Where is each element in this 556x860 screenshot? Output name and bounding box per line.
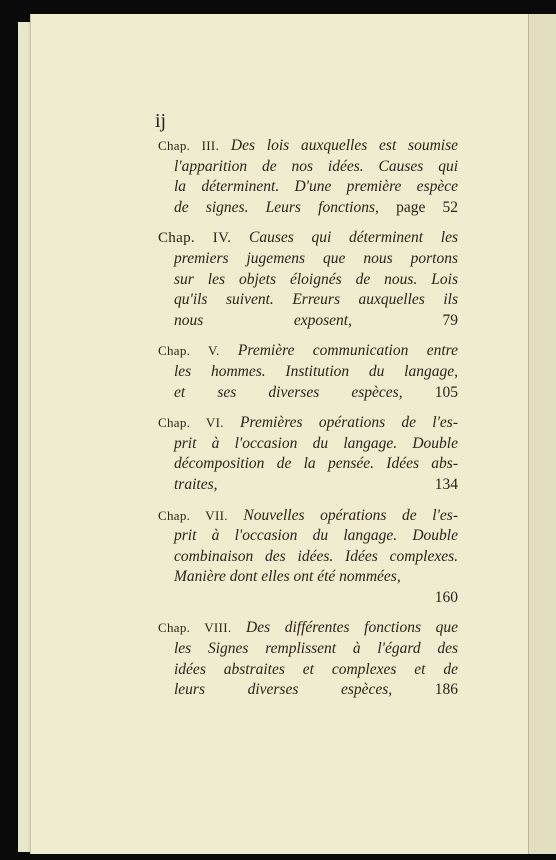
toc-entry-chap-3 [158, 136, 458, 218]
toc-entry-chap-5 [158, 341, 458, 403]
toc-line: prit à l'occasion du langage. Double [174, 527, 458, 545]
chapter-label: Chap. V. [158, 343, 220, 359]
toc-line: combinaison des idées. Idées complexes. [174, 547, 458, 565]
page-reference: 105 [434, 383, 458, 401]
toc-line [158, 680, 458, 701]
chapter-label: Chap. III. [158, 138, 220, 153]
toc-entry-chap-6 [158, 413, 458, 495]
toc-line [158, 311, 458, 332]
page-reference: 186 [434, 681, 459, 699]
toc-line: décomposition de la pensée. Idées abs- [174, 455, 458, 473]
chapter-label: Chap. VI. [158, 415, 224, 431]
toc-line [158, 475, 458, 496]
toc-line: premiers jugemens que nous portons [174, 249, 458, 267]
page-reference: 160 [434, 588, 458, 606]
toc-line: les hommes. Institution du langage, [174, 362, 458, 380]
chapter-title: Première communication entre [237, 342, 458, 360]
chapter-label: Chap. VII. [158, 507, 228, 523]
chapter-title: nous exposent, [174, 311, 352, 329]
toc-entry-chap-4 [158, 228, 458, 331]
chapter-title: leurs diverses espèces, [174, 681, 393, 699]
toc-line [158, 341, 458, 362]
toc-line [158, 228, 458, 249]
chapter-title: Premières opérations de l'es- [240, 414, 459, 432]
toc-line: les Signes remplissent à l'égard des [174, 640, 458, 658]
page-number: ij [155, 110, 167, 132]
toc-line: qu'ils suivent. Erreurs auxquelles ils [174, 291, 458, 309]
chapter-title: Causes qui déterminent les [249, 229, 458, 247]
toc-line: l'apparition de nos idées. Causes qui [174, 157, 458, 175]
chapter-title: et ses diverses espèces, [174, 383, 403, 401]
chapter-title: de signes. Leurs fonctions, [174, 198, 379, 216]
chapter-title: Nouvelles opérations de l'es- [243, 506, 458, 524]
toc-line: sur les objets éloignés de nous. Lois [174, 270, 458, 288]
table-of-contents [158, 136, 458, 711]
facing-page-edge [528, 14, 556, 854]
toc-line: idées abstraites et complexes et de [174, 660, 458, 678]
toc-line [158, 198, 458, 219]
toc-line [158, 136, 458, 157]
chapter-title: traites, [174, 475, 218, 493]
toc-line: prit à l'occasion du langage. Double [174, 434, 458, 452]
toc-line [158, 506, 458, 527]
toc-entry-chap-8 [158, 618, 458, 700]
toc-line [158, 413, 458, 434]
toc-line: Manière dont elles ont été nommées, [174, 568, 401, 586]
page-reference: 79 [442, 311, 459, 329]
chapter-label: Chap. VIII. [158, 620, 232, 636]
page-reference: 134 [434, 475, 458, 493]
chapter-title: Des lois auxquelles est soumise [230, 137, 458, 154]
chapter-label: Chap. IV. [158, 230, 232, 247]
toc-line: la déterminent. D'une première espèce [174, 178, 458, 196]
page-reference: page 52 [396, 198, 459, 216]
toc-entry-chap-7 [158, 506, 458, 609]
chapter-title: Des différentes fonctions que [246, 619, 459, 637]
toc-line [158, 383, 458, 404]
toc-line [158, 618, 458, 639]
